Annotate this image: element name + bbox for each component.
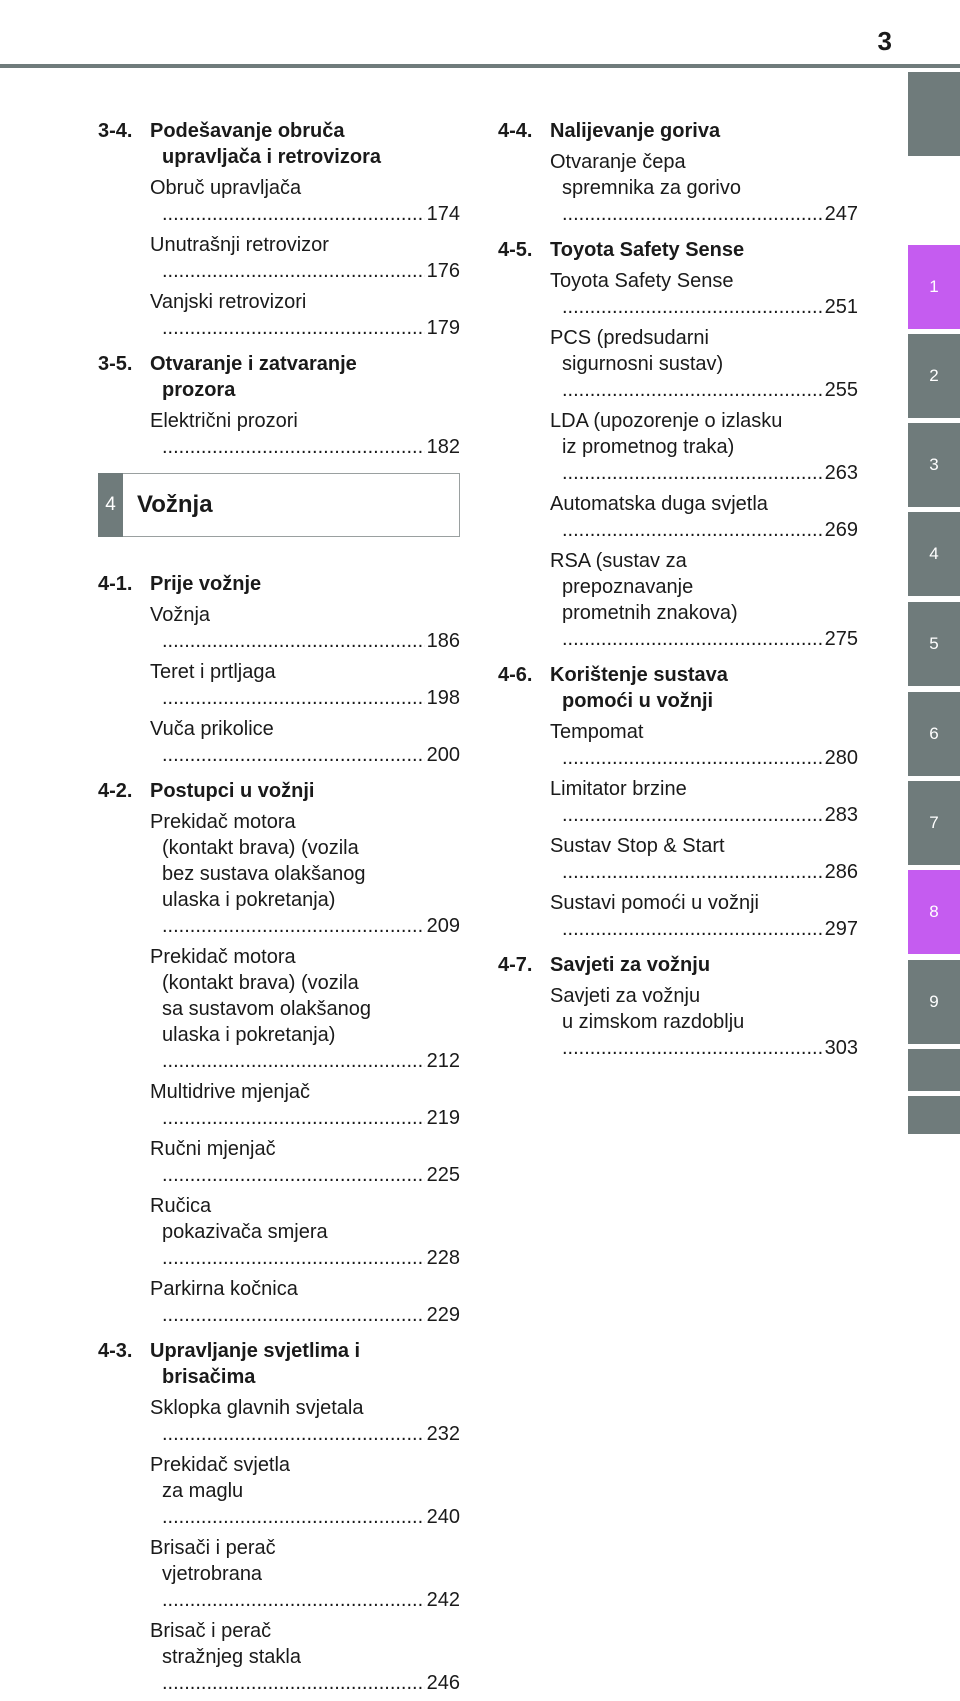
toc-entry-page: 242	[426, 1589, 460, 1611]
toc-entry-title: Brisači i perač vjetrobrana .....	[150, 1537, 425, 1611]
toc-entry[interactable]	[150, 809, 460, 939]
section-title: Korištenje sustava pomoći u vožnji	[550, 664, 728, 712]
toc-entry-title: Ručica pokazivača smjera .....	[150, 1195, 425, 1269]
toc-entry-page: 225	[426, 1164, 460, 1186]
toc-entry-title: Vuča prikolice .....	[150, 718, 425, 766]
toc-entry[interactable]	[550, 268, 858, 320]
toc-entry-title: Vanjski retrovizori .....	[150, 291, 425, 339]
toc-entry[interactable]	[150, 1136, 460, 1188]
toc-entry-page: 275	[824, 628, 858, 650]
chapter-tab-label: 8	[929, 902, 939, 921]
toc-entry-page: 263	[824, 462, 858, 484]
toc-entry-title: Prekidač motora (kontakt brava) (vozila sa sustavom olakšanog ulaska i pokretanja) .....	[150, 946, 425, 1072]
section-number: 4-6.	[498, 664, 533, 686]
toc-left-top	[98, 118, 460, 460]
chapter-tab-blank-top[interactable]	[908, 72, 960, 156]
section-heading	[498, 952, 858, 978]
toc-entry[interactable]	[550, 776, 858, 828]
toc-entry[interactable]	[150, 716, 460, 768]
toc-entry[interactable]	[150, 944, 460, 1074]
toc-entry[interactable]	[150, 1079, 460, 1131]
chapter-tabs	[908, 0, 960, 1360]
chapter-tab-6[interactable]	[908, 692, 960, 776]
toc-entry[interactable]	[150, 408, 460, 460]
toc-entry-title: Teret i prtljaga .....	[150, 661, 425, 709]
section-title: Podešavanje obruča upravljača i retrovizora	[150, 120, 381, 168]
chapter-tab-label: 9	[929, 992, 939, 1011]
toc-entry-page: 247	[824, 203, 858, 225]
section-title: Toyota Safety Sense	[550, 239, 745, 261]
toc-entry-title: Tempomat .....	[550, 721, 823, 769]
chapter-number: 4	[98, 473, 123, 537]
section-title: Upravljanje svjetlima i brisačima	[150, 1340, 361, 1388]
toc-entry-title: Električni prozori .....	[150, 410, 425, 458]
chapter-tab-label: 7	[929, 813, 939, 832]
toc-entry-page: 232	[426, 1423, 460, 1445]
section-heading	[98, 571, 460, 597]
section-title: Savjeti za vožnju	[550, 954, 711, 976]
toc-entry-page: 209	[426, 915, 460, 937]
toc-entry-title: Otvaranje čepa spremnika za gorivo .....	[550, 151, 823, 225]
toc-entry-page: 240	[426, 1506, 460, 1528]
toc-entry-title: Sustav Stop & Start .....	[550, 835, 823, 883]
toc-entry-page: 251	[824, 296, 858, 318]
toc-entry-page: 228	[426, 1247, 460, 1269]
section-number: 4-5.	[498, 239, 533, 261]
toc-entry-page: 297	[824, 918, 858, 940]
chapter-tab-7[interactable]	[908, 781, 960, 865]
section-heading	[98, 778, 460, 804]
toc-entry[interactable]	[150, 1535, 460, 1613]
chapter-tab-blank-1[interactable]	[908, 1049, 960, 1091]
toc-entry[interactable]	[150, 175, 460, 227]
toc-entry[interactable]	[150, 1276, 460, 1328]
toc-entry[interactable]	[150, 1395, 460, 1447]
section-heading	[98, 1338, 460, 1390]
toc-entry[interactable]	[150, 289, 460, 341]
section-number: 3-5.	[98, 353, 133, 375]
toc-entry-page: 200	[426, 744, 460, 766]
toc-left-bottom	[98, 571, 460, 1696]
toc-entry[interactable]	[150, 602, 460, 654]
toc-right-column	[498, 118, 858, 1066]
toc-entry-title: PCS (predsudarni sigurnosni sustav) .....	[550, 327, 823, 401]
toc-entry[interactable]	[550, 983, 858, 1061]
section-heading	[498, 662, 858, 714]
toc-entry[interactable]	[150, 232, 460, 284]
toc-entry-title: Prekidač svjetla za maglu .....	[150, 1454, 425, 1528]
toc-entry-title: Multidrive mjenjač .....	[150, 1081, 425, 1129]
page-number: 3	[877, 26, 892, 56]
toc-entry-page: 179	[426, 317, 460, 339]
toc-entry-page: 212	[426, 1050, 460, 1072]
toc-entry-page: 283	[824, 804, 858, 826]
toc-entry[interactable]	[550, 719, 858, 771]
section-heading	[498, 237, 858, 263]
toc-entry-title: Automatska duga svjetla .....	[550, 493, 823, 541]
section-title: Prije vožnje	[150, 573, 262, 595]
toc-entry-title: Toyota Safety Sense .....	[550, 270, 823, 318]
chapter-tab-2[interactable]	[908, 334, 960, 418]
section-title: Otvaranje i zatvaranje prozora	[150, 353, 357, 401]
toc-entry-page: 174	[426, 203, 460, 225]
chapter-tab-3[interactable]	[908, 423, 960, 507]
toc-entry-title: Unutrašnji retrovizor .....	[150, 234, 425, 282]
toc-entry-page: 303	[824, 1037, 858, 1059]
chapter-tab-blank-2[interactable]	[908, 1096, 960, 1134]
toc-entry[interactable]	[550, 548, 858, 652]
section-heading	[498, 118, 858, 144]
toc-entry[interactable]	[550, 890, 858, 942]
toc-entry[interactable]	[150, 1193, 460, 1271]
section-number: 4-1.	[98, 573, 133, 595]
chapter-tab-label: 4	[929, 544, 939, 563]
toc-entry-title: Savjeti za vožnju u zimskom razdoblju .....	[550, 985, 823, 1059]
toc-entry-page: 176	[426, 260, 460, 282]
section-heading	[98, 351, 460, 403]
toc-entry-page: 286	[824, 861, 858, 883]
toc-entry[interactable]	[550, 833, 858, 885]
toc-left-column	[98, 118, 460, 1701]
toc-entry[interactable]	[550, 149, 858, 227]
chapter-header	[98, 473, 460, 537]
toc-entry-title: Ručni mjenjač .....	[150, 1138, 425, 1186]
chapter-tab-5[interactable]	[908, 602, 960, 686]
section-number: 4-3.	[98, 1340, 133, 1362]
toc-entry-title: Limitator brzine .....	[550, 778, 823, 826]
toc-entry[interactable]	[150, 1452, 460, 1530]
chapter-tab-label: 3	[929, 455, 939, 474]
toc-entry-page: 198	[426, 687, 460, 709]
toc-entry-page: 186	[426, 630, 460, 652]
section-title: Postupci u vožnji	[150, 780, 315, 802]
header-rule	[0, 64, 960, 68]
chapter-tab-label: 2	[929, 366, 939, 385]
toc-entry[interactable]	[150, 659, 460, 711]
toc-entry[interactable]	[550, 408, 858, 486]
section-number: 4-7.	[498, 954, 533, 976]
toc-entry-title: Sklopka glavnih svjetala .....	[150, 1397, 425, 1445]
section-title: Nalijevanje goriva	[550, 120, 721, 142]
toc-entry-page: 246	[426, 1672, 460, 1694]
section-number: 3-4.	[98, 120, 133, 142]
toc-entry-title: Brisač i perač stražnjeg stakla .....	[150, 1620, 425, 1694]
section-number: 4-4.	[498, 120, 533, 142]
chapter-tab-4[interactable]	[908, 512, 960, 596]
toc-entry-page: 255	[824, 379, 858, 401]
toc-entry-title: Obruč upravljača .....	[150, 177, 425, 225]
toc-entry-title: Parkirna kočnica .....	[150, 1278, 425, 1326]
toc-entry[interactable]	[550, 491, 858, 543]
section-number: 4-2.	[98, 780, 133, 802]
toc-entry-title: RSA (sustav za prepoznavanje prometnih znakova) .....	[550, 550, 823, 650]
chapter-tab-label: 5	[929, 634, 939, 653]
chapter-tab-1[interactable]	[908, 245, 960, 329]
chapter-tab-label: 6	[929, 724, 939, 743]
toc-entry-title: Vožnja .....	[150, 604, 425, 652]
toc-entry-title: Prekidač motora (kontakt brava) (vozila bez sustava olakšanog ulaska i pokretanja) .....	[150, 811, 425, 937]
toc-entry-page: 269	[824, 519, 858, 541]
chapter-tab-9[interactable]	[908, 960, 960, 1044]
toc-entry-page: 182	[426, 436, 460, 458]
toc-entry-title: LDA (upozorenje o izlasku iz prometnog traka) .....	[550, 410, 823, 484]
toc-right	[498, 118, 858, 1061]
toc-entry[interactable]	[150, 1618, 460, 1696]
toc-entry-page: 280	[824, 747, 858, 769]
chapter-tab-8[interactable]	[908, 870, 960, 954]
toc-entry-page: 219	[426, 1107, 460, 1129]
chapter-tab-label: 1	[929, 277, 939, 296]
chapter-title: Vožnja	[137, 491, 213, 518]
toc-entry-page: 229	[426, 1304, 460, 1326]
toc-entry-title: Sustavi pomoći u vožnji .....	[550, 892, 823, 940]
toc-entry[interactable]	[550, 325, 858, 403]
section-heading	[98, 118, 460, 170]
